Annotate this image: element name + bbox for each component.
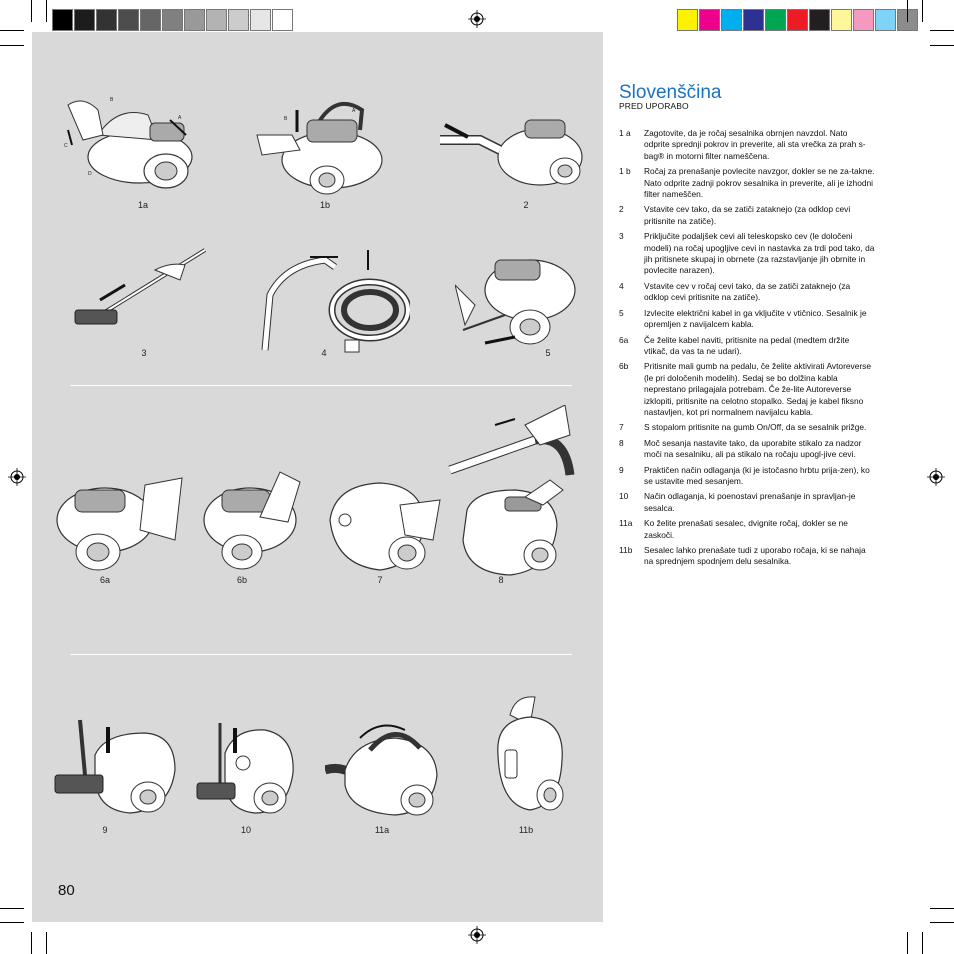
figure-label: 8	[498, 575, 504, 585]
instruction-step	[619, 465, 875, 488]
instruction-list	[619, 128, 875, 572]
crop-mark	[930, 922, 954, 923]
instruction-step	[619, 491, 875, 514]
figure-label: 6a	[99, 575, 110, 585]
crop-mark	[46, 932, 47, 954]
on-off-pedal-illustration-icon	[325, 475, 443, 575]
color-swatch	[875, 9, 896, 31]
color-swatch	[809, 9, 830, 31]
svg-text:B: B	[110, 97, 114, 103]
section-title: PRED UPORABO	[619, 101, 689, 111]
step-number: 6b	[619, 361, 629, 372]
step-number: 1 b	[619, 166, 631, 177]
page-number: 80	[58, 882, 75, 899]
color-swatch	[743, 9, 764, 31]
instruction-step	[619, 281, 875, 304]
figure-label: 3	[141, 348, 147, 358]
process-color-bar	[677, 9, 919, 30]
crop-mark	[0, 922, 24, 923]
crop-mark	[922, 932, 923, 954]
color-swatch	[228, 9, 249, 31]
step-number: 3	[619, 231, 624, 242]
instruction-step	[619, 204, 875, 227]
step-text: Ko želite prenašati sesalec, dvignite ročaj, dokler se ne zaskoči.	[644, 518, 848, 540]
crop-mark	[0, 45, 24, 46]
step-number: 6a	[619, 334, 629, 345]
step-text: Sesalec lahko prenašate tudi z uporabo ročaja, ki se nahaja na sprednjem spodnjem delu sesalnika.	[644, 545, 866, 567]
color-swatch	[162, 9, 183, 31]
instruction-step	[619, 335, 875, 358]
color-swatch	[140, 9, 161, 31]
step-text: Ročaj za prenašanje povlecite navzgor, dokler se ne za-takne. Nato odprite zadnji pokrov sesalnika in preverite, ali je izhodni filter nameščen.	[644, 166, 875, 200]
crop-mark	[930, 45, 954, 46]
instruction-step	[619, 128, 875, 162]
step-text: Zagotovite, da je ročaj sesalnika obrnjen navzdol. Nato odprite sprednji pokrov in preverite, ali sta vrečka za prah s-bag® in motorni filter nameščena.	[644, 128, 866, 161]
instruction-step	[619, 545, 875, 568]
figure-8	[445, 405, 580, 580]
step-text: Priključite podaljšek cevi ali teleskopsko cev (le določeni modeli) na ročaj upogljive cevi in nastavka za trdi pod tako, da jih pritisnete skupaj in obrnete (za razstavljanje jih obrnite in povlecite narazen).	[644, 231, 875, 276]
figure-label: 10	[240, 825, 251, 835]
color-swatch	[52, 9, 73, 31]
step-number: 5	[619, 307, 624, 318]
section-divider	[70, 654, 572, 655]
step-number: 11b	[619, 545, 633, 555]
section-divider	[70, 385, 572, 386]
step-number: 10	[619, 491, 629, 502]
step-text: Praktičen način odlaganja (ki je istočasno hrbtu prija-zen), ko se ustavite med sesanjem.	[644, 464, 870, 486]
storage-illustration-icon	[195, 718, 300, 818]
step-number: 11a	[619, 518, 633, 529]
color-swatch	[96, 9, 117, 31]
carry-handle-illustration-icon	[325, 720, 450, 820]
step-number: 9	[619, 464, 624, 475]
crop-mark	[31, 932, 32, 954]
crop-mark	[0, 908, 24, 909]
registration-mark-icon	[468, 10, 486, 28]
color-swatch	[765, 9, 786, 31]
crop-mark	[922, 0, 923, 22]
figure-label: 11b	[518, 825, 534, 835]
crop-mark	[31, 0, 32, 22]
color-swatch	[184, 9, 205, 31]
color-swatch	[853, 9, 874, 31]
figure-label: 1a	[137, 200, 148, 210]
step-number: 8	[619, 437, 624, 448]
cord-rewind-pedal-illustration-icon	[50, 470, 185, 575]
color-swatch	[74, 9, 95, 31]
figure-label: 7	[377, 575, 383, 585]
step-number: 1 a	[619, 128, 631, 138]
step-text: Moč sesanja nastavite tako, da uporabite stikalo za nadzor moči na sesalniku, ali pa stikalo na ročaju upogl-jive cevi.	[644, 437, 862, 460]
crop-mark	[907, 0, 908, 22]
hose-handle-illustration-icon	[250, 245, 410, 355]
step-text: S stopalom pritisnite na gumb On/Off, da se sesalnik prižge.	[644, 422, 867, 433]
svg-text:A: A	[352, 108, 356, 114]
instruction-step	[619, 231, 875, 277]
step-text: Vstavite cev tako, da se zatiči zataknejo (za odklop cevi pritisnite na zatiče).	[644, 204, 851, 226]
step-number: 4	[619, 280, 624, 291]
telescopic-tube-illustration-icon	[70, 240, 220, 340]
crop-mark	[0, 30, 24, 31]
figure-11a	[325, 720, 450, 820]
svg-text:D: D	[88, 171, 92, 177]
vacuum-open-lid-illustration-icon	[58, 95, 198, 195]
step-text: Vstavite cev v ročaj cevi tako, da se zatiči zataknejo (za odklop cevi pritisnite na zatiče).	[644, 280, 851, 303]
figure-10	[195, 718, 300, 818]
registration-mark-icon	[8, 468, 26, 486]
instruction-step	[619, 166, 875, 200]
step-number: 2	[619, 204, 624, 215]
instruction-step	[619, 361, 875, 418]
color-swatch	[699, 9, 720, 31]
crop-mark	[907, 932, 908, 954]
power-slider-illustration-icon	[445, 405, 580, 580]
power-cord-illustration-icon	[455, 245, 585, 350]
step-text: Pritisnite mali gumb na pedalu, če želite aktivirati Avtoreverse (le pri določenih modelih). Sedaj se bo dolžina kabla neprestano prilagajala potrebam. Če že-lite Autoreverse izklopiti, pritisnite na celotno stopalko. Sedaj je kabel fiksno nastavljen, kot pri normalnem navijalcu kabla.	[644, 361, 872, 417]
figure-label: 6b	[236, 575, 247, 585]
color-swatch	[787, 9, 808, 31]
figure-2	[440, 105, 585, 195]
figure-label: 4	[321, 348, 327, 358]
instruction-step	[619, 518, 875, 541]
svg-text:A: A	[178, 115, 182, 121]
grayscale-color-bar	[52, 9, 294, 30]
figure-label: 9	[102, 825, 108, 835]
autoreverse-button-illustration-icon	[200, 462, 310, 574]
figure-5	[455, 245, 585, 350]
figure-6a	[50, 470, 185, 575]
color-swatch	[272, 9, 293, 31]
svg-text:B: B	[284, 116, 288, 122]
svg-text:C: C	[64, 143, 68, 149]
figure-1a	[58, 95, 198, 195]
color-swatch	[206, 9, 227, 31]
instruction-step	[619, 438, 875, 461]
vacuum-rear-cover-illustration-icon	[252, 90, 392, 198]
figure-4	[250, 245, 410, 355]
step-text: Izvlecite električni kabel in ga vključite v vtičnico. Sesalnik je opremljen z navijalcem kabla.	[644, 307, 867, 330]
color-swatch	[721, 9, 742, 31]
instruction-step	[619, 422, 875, 433]
figure-7	[325, 475, 443, 575]
parking-illustration-icon	[50, 715, 180, 820]
figure-9	[50, 715, 180, 820]
hose-insert-illustration-icon	[440, 105, 585, 195]
registration-mark-icon	[468, 926, 486, 944]
figure-label: 5	[545, 348, 551, 358]
figure-label: 2	[523, 200, 529, 210]
step-number: 7	[619, 422, 624, 433]
crop-mark	[930, 908, 954, 909]
color-swatch	[677, 9, 698, 31]
figure-11b	[490, 695, 570, 820]
crop-mark	[46, 0, 47, 22]
figure-3	[70, 240, 220, 340]
figure-label: 11a	[374, 825, 390, 835]
color-swatch	[831, 9, 852, 31]
figure-label: 1b	[319, 200, 330, 210]
registration-mark-icon	[927, 468, 945, 486]
step-text: Če želite kabel naviti, pritisnite na pedal (medtem držite vtikač, da vas ta ne udari).	[644, 334, 850, 356]
page-title: Slovenščina	[619, 82, 722, 103]
color-swatch	[250, 9, 271, 31]
instruction-step	[619, 308, 875, 331]
color-swatch	[118, 9, 139, 31]
step-text: Način odlaganja, ki poenostavi prenašanje in spravljan-je sesalca.	[644, 491, 856, 513]
figure-6b	[200, 462, 310, 574]
crop-mark	[930, 30, 954, 31]
carry-front-grip-illustration-icon	[490, 695, 570, 820]
figure-1b	[252, 90, 392, 198]
